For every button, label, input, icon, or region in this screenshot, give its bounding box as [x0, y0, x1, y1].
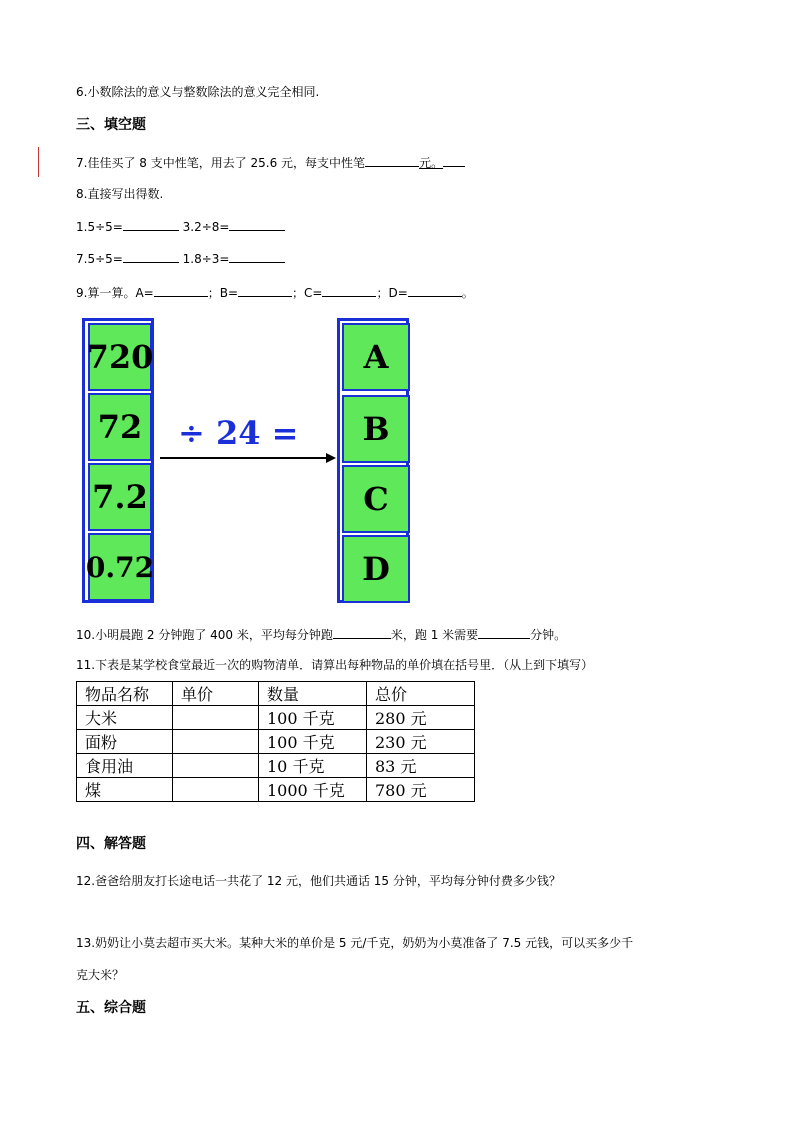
question-7-text: 7.佳佳买了 8 支中性笔，用去了 25.6 元，每支中性笔: [76, 156, 366, 170]
table-header-row: [77, 682, 475, 706]
total-price: 280 元: [367, 706, 475, 730]
dividend-cell: 7.2: [88, 463, 152, 531]
answer-blank[interactable]: [478, 626, 530, 639]
division-operator: ÷ 24 =: [178, 414, 299, 452]
unit-price-cell[interactable]: [173, 754, 259, 778]
question-6: 6.小数除法的意义与整数除法的意义完全相同.: [76, 85, 320, 99]
header-cell: 物品名称: [77, 682, 173, 706]
answer-blank[interactable]: [123, 218, 179, 231]
question-12: 12.爸爸给朋友打长途电话一共花了 12 元，他们共通话 15 分钟，平均每分钟付费多少钱？: [76, 874, 561, 888]
q10-part-a: 10.小明晨跑 2 分钟跑了 400 米，平均每分钟跑: [76, 628, 333, 642]
dividend-column: [82, 318, 154, 603]
quantity: 100 千克: [259, 730, 367, 754]
dividend-cell: 720: [88, 323, 152, 391]
header-cell: 总价: [367, 682, 475, 706]
q9-b-label: ；B=: [207, 286, 239, 300]
question-8: 8.直接写出得数.: [76, 187, 164, 201]
q9-c-label: ；C=: [292, 286, 323, 300]
question-9: [76, 284, 474, 301]
item-name: 煤: [77, 778, 173, 802]
section-heading-comprehensive: 五、综合题: [76, 1000, 146, 1016]
question-13-line-1: 13.奶奶让小莫去超市买大米。某种大米的单价是 5 元/千克，奶奶为小莫准备了 7.5 元钱，可以买多少千: [76, 936, 634, 950]
header-cell: 数量: [259, 682, 367, 706]
question-8-line-2: [76, 250, 285, 267]
result-cell: B: [342, 395, 410, 463]
answer-blank[interactable]: [365, 154, 419, 167]
expr-a: 1.5÷5=: [76, 220, 123, 234]
question-13-line-2: 克大米？: [76, 968, 125, 982]
result-cell: C: [342, 465, 410, 533]
answer-blank[interactable]: [229, 218, 285, 231]
question-8-line-1: [76, 218, 285, 235]
question-10: [76, 626, 566, 643]
arrow-head-icon: [326, 453, 336, 463]
dividend-cell: 72: [88, 393, 152, 461]
division-figure: [80, 318, 415, 606]
expr-b: 3.2÷8=: [182, 220, 230, 234]
result-cell: A: [342, 323, 410, 391]
total-price: 780 元: [367, 778, 475, 802]
item-name: 面粉: [77, 730, 173, 754]
table-row: [77, 778, 475, 802]
expr-a: 7.5÷5=: [76, 252, 123, 266]
q9-end: 。: [461, 286, 474, 300]
answer-blank-b[interactable]: [238, 284, 292, 297]
section-heading-fill-blank: 三、填空题: [76, 117, 146, 133]
quantity: 100 千克: [259, 706, 367, 730]
table-row: [77, 754, 475, 778]
section-heading-solve: 四、解答题: [76, 836, 146, 852]
margin-mark: [38, 147, 39, 177]
question-11: 11.下表是某学校食堂最近一次的购物清单．请算出每种物品的单价填在括号里．（从上到下填写）: [76, 658, 594, 672]
quantity: 1000 千克: [259, 778, 367, 802]
quantity: 10 千克: [259, 754, 367, 778]
question-7: [76, 154, 465, 171]
q9-d-label: ；D=: [376, 286, 408, 300]
table-row: [77, 730, 475, 754]
header-cell: 单价: [173, 682, 259, 706]
item-name: 大米: [77, 706, 173, 730]
expr-b: 1.8÷3=: [182, 252, 230, 266]
result-cell: D: [342, 535, 410, 603]
item-name: 食用油: [77, 754, 173, 778]
unit-price-cell[interactable]: [173, 730, 259, 754]
result-column: [337, 318, 409, 603]
unit-price-cell[interactable]: [173, 778, 259, 802]
answer-blank[interactable]: [123, 250, 179, 263]
q9-prefix: 9.算一算。A=: [76, 286, 154, 300]
q10-part-b: 米，跑 1 米需要: [390, 628, 479, 642]
dividend-cell: 0.72: [88, 533, 152, 601]
answer-blank[interactable]: [229, 250, 285, 263]
unit-price-cell[interactable]: [173, 706, 259, 730]
total-price: 83 元: [367, 754, 475, 778]
table-row: [77, 706, 475, 730]
answer-blank-c[interactable]: [322, 284, 376, 297]
q10-part-c: 分钟。: [530, 628, 567, 642]
shopping-list-table: [76, 681, 475, 802]
arrow-line: [160, 457, 328, 459]
underline-tail: [443, 154, 465, 167]
answer-blank[interactable]: [333, 626, 391, 639]
answer-blank-a[interactable]: [154, 284, 208, 297]
total-price: 230 元: [367, 730, 475, 754]
question-7-unit: 元。: [419, 156, 444, 170]
answer-blank-d[interactable]: [408, 284, 462, 297]
